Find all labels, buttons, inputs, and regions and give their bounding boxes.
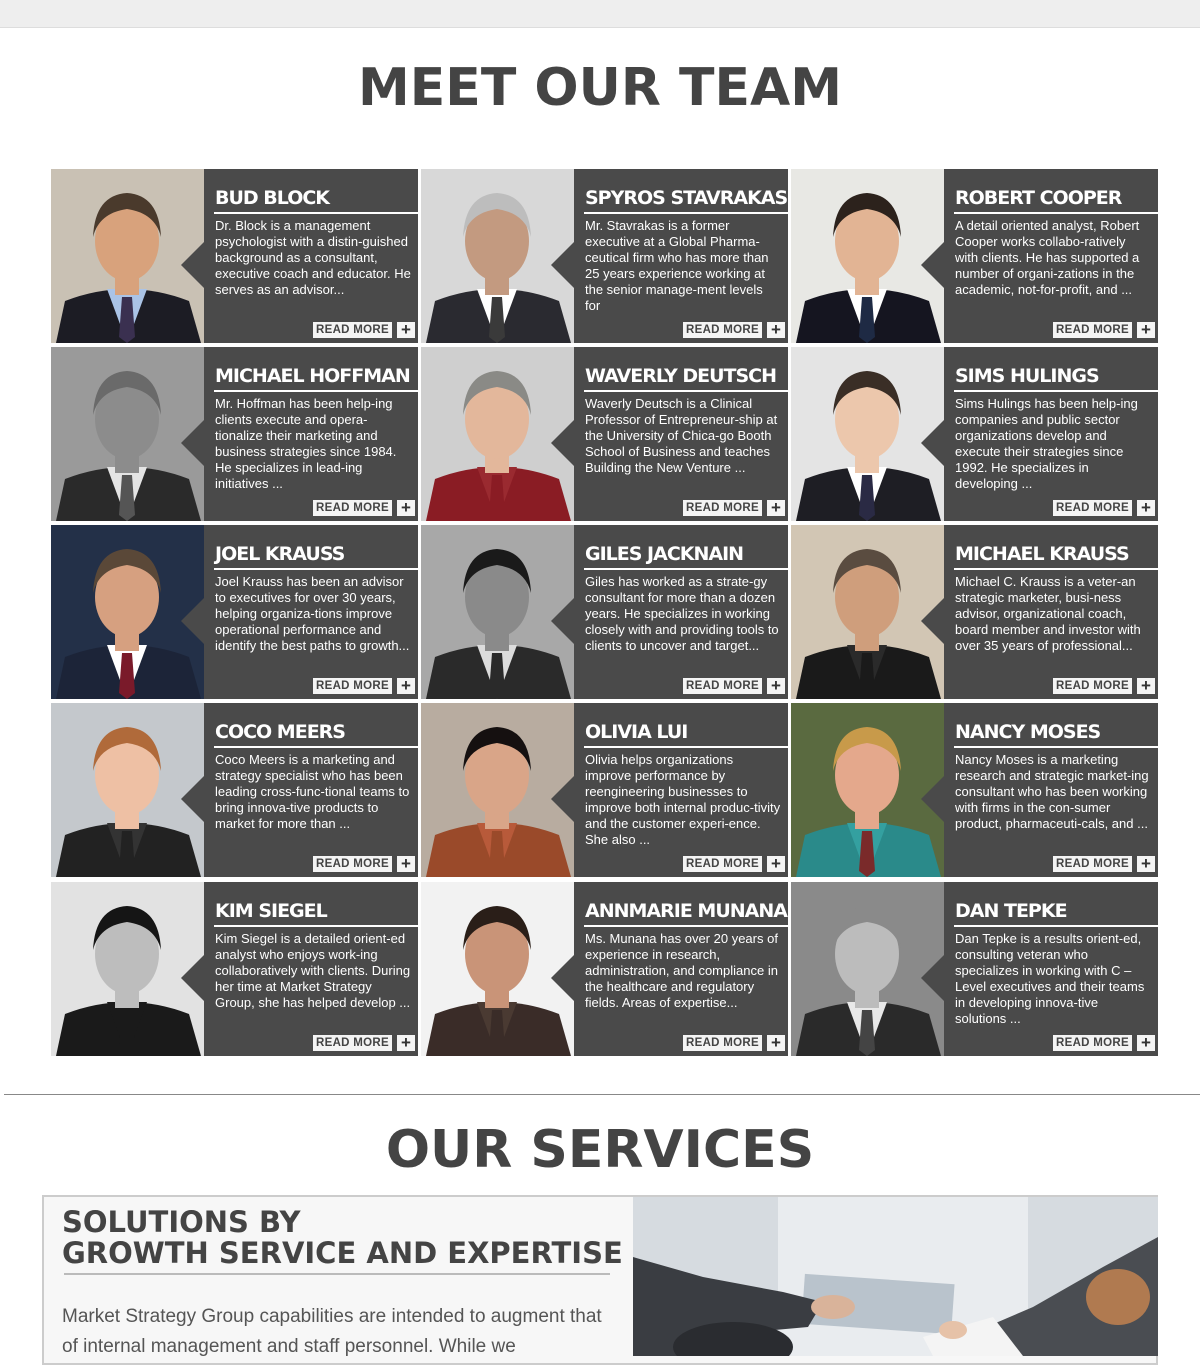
plus-icon[interactable]: +	[397, 500, 415, 516]
team-member-info	[574, 347, 788, 521]
team-member-info	[944, 525, 1158, 699]
team-member-card	[791, 703, 1158, 877]
name-underline	[214, 746, 418, 748]
plus-icon[interactable]: +	[1137, 856, 1155, 872]
team-member-bio: Kim Siegel is a detailed orient-ed analyst who enjoys work-ing collaboratively with clients. During her time at Market Strategy Group, she has helped develop ...	[215, 931, 411, 1010]
team-member-card	[51, 525, 418, 699]
team-member-card	[791, 347, 1158, 521]
team-member-card	[791, 169, 1158, 343]
name-underline	[584, 568, 788, 570]
team-member-bio: Nancy Moses is a marketing research and strategic market-ing consultant who has been working with firms in the con-sumer product, pharmaceuti-cals, and ...	[955, 752, 1149, 831]
card-pointer	[181, 597, 205, 645]
team-member-bio: Coco Meers is a marketing and strategy specialist who has been leading cross-func-tional teams to bring innova-tive products to market for more than ...	[215, 752, 410, 831]
plus-icon[interactable]: +	[1137, 500, 1155, 516]
team-member-bio: Mr. Stavrakas is a former executive at a Global Pharma-ceutical firm who has more than 25 years experience working at the senior manage-ment levels for	[585, 218, 769, 313]
read-more-button[interactable]: READ MORE	[1053, 500, 1132, 516]
read-more-button[interactable]: READ MORE	[683, 500, 762, 516]
name-underline	[584, 390, 788, 392]
team-member-name[interactable]: BUD BLOCK	[215, 187, 330, 209]
card-pointer	[551, 597, 575, 645]
team-member-info	[574, 525, 788, 699]
read-more-button[interactable]: READ MORE	[1053, 678, 1132, 694]
card-pointer	[551, 241, 575, 289]
name-underline	[954, 568, 1158, 570]
read-more-button[interactable]: READ MORE	[313, 678, 392, 694]
team-member-bio: Ms. Munana has over 20 years of experience in research, administration, and compliance in the healthcare and regulatory fields. Areas of expertise...	[585, 931, 778, 1010]
team-member-info	[944, 169, 1158, 343]
team-member-name[interactable]: WAVERLY DEUTSCH	[585, 365, 777, 387]
card-pointer	[921, 954, 945, 1002]
team-member-bio: Dan Tepke is a results orient-ed, consulting veteran who specializes in working with C – Level executives and their teams in developing innova-tive solutions ...	[955, 931, 1145, 1026]
read-more-button[interactable]: READ MORE	[683, 1035, 762, 1051]
team-member-card	[421, 347, 788, 521]
team-member-info	[204, 169, 418, 343]
plus-icon[interactable]: +	[767, 678, 785, 694]
card-pointer	[181, 419, 205, 467]
name-underline	[214, 212, 418, 214]
card-pointer	[921, 597, 945, 645]
plus-icon[interactable]: +	[397, 322, 415, 338]
services-photo	[633, 1197, 1158, 1356]
team-member-name[interactable]: MICHAEL KRAUSS	[955, 543, 1129, 565]
team-member-card	[51, 347, 418, 521]
name-underline	[954, 390, 1158, 392]
team-member-name[interactable]: MICHAEL HOFFMAN	[215, 365, 410, 387]
plus-icon[interactable]: +	[767, 500, 785, 516]
team-member-card	[51, 169, 418, 343]
team-member-card	[421, 882, 788, 1056]
team-member-bio: Giles has worked as a strate-gy consultant for more than a dozen years. He specializes in working closely with and providing tools to clients to uncover and target...	[585, 574, 779, 653]
team-member-info	[944, 882, 1158, 1056]
plus-icon[interactable]: +	[1137, 678, 1155, 694]
read-more-button[interactable]: READ MORE	[683, 678, 762, 694]
name-underline	[584, 746, 788, 748]
card-pointer	[181, 954, 205, 1002]
plus-icon[interactable]: +	[1137, 322, 1155, 338]
team-member-info	[204, 347, 418, 521]
read-more-button[interactable]: READ MORE	[313, 322, 392, 338]
team-member-info	[204, 525, 418, 699]
services-photo-illustration	[633, 1197, 1158, 1356]
team-member-bio: Joel Krauss has been an advisor to executives for over 30 years, helping organiza-tions improve operational performance and identify the best paths to growth...	[215, 574, 410, 653]
read-more-button[interactable]: READ MORE	[683, 856, 762, 872]
name-underline	[584, 212, 788, 214]
card-pointer	[921, 775, 945, 823]
read-more-button[interactable]: READ MORE	[313, 500, 392, 516]
team-member-bio: Sims Hulings has been help-ing companies and public sector organizations develop and execute their strategies since 1992. He specializes in developing ...	[955, 396, 1138, 491]
team-member-name[interactable]: GILES JACKNAIN	[585, 543, 744, 565]
team-member-info	[574, 703, 788, 877]
read-more-button[interactable]: READ MORE	[313, 1035, 392, 1051]
card-pointer	[921, 241, 945, 289]
services-heading	[62, 1207, 623, 1269]
card-pointer	[551, 954, 575, 1002]
services-heading-line1: SOLUTIONS BY	[62, 1205, 301, 1239]
team-member-info	[574, 882, 788, 1056]
section-divider	[4, 1094, 1200, 1095]
name-underline	[954, 212, 1158, 214]
card-pointer	[181, 241, 205, 289]
name-underline	[214, 568, 418, 570]
team-member-info	[944, 347, 1158, 521]
plus-icon[interactable]: +	[397, 856, 415, 872]
team-member-card	[791, 882, 1158, 1056]
team-member-name[interactable]: SIMS HULINGS	[955, 365, 1099, 387]
team-member-bio: Dr. Block is a management psychologist with a distin-guished background as a consultant, executive coach and educator. He serves as an advisor...	[215, 218, 411, 297]
read-more-button[interactable]: READ MORE	[313, 856, 392, 872]
plus-icon[interactable]: +	[767, 322, 785, 338]
team-member-card	[421, 703, 788, 877]
team-member-info	[574, 169, 788, 343]
plus-icon[interactable]: +	[1137, 1035, 1155, 1051]
plus-icon[interactable]: +	[397, 1035, 415, 1051]
top-bar	[0, 0, 1200, 28]
team-member-name[interactable]: ROBERT COOPER	[955, 187, 1122, 209]
team-member-bio: Olivia helps organizations improve performance by reengineering businesses to improve both internal produc-tivity and the customer experi-ence. She also ...	[585, 752, 781, 847]
card-pointer	[921, 419, 945, 467]
team-section-title: MEET OUR TEAM	[358, 58, 842, 118]
services-heading-rule	[64, 1273, 610, 1275]
team-member-card	[791, 525, 1158, 699]
team-member-name[interactable]: SPYROS STAVRAKAS	[585, 187, 788, 209]
read-more-button[interactable]: READ MORE	[1053, 322, 1132, 338]
services-description: Market Strategy Group capabilities are intended to augment that of internal management and staff personnel. While we	[62, 1306, 602, 1357]
team-member-name[interactable]: ANNMARIE MUNANA	[585, 900, 787, 922]
read-more-button[interactable]: READ MORE	[1053, 1035, 1132, 1051]
card-pointer	[551, 775, 575, 823]
team-member-bio: Michael C. Krauss is a veter-an strategic marketer, busi-ness advisor, organizational coach, board member and investor with over 35 years of professional...	[955, 574, 1141, 653]
name-underline	[954, 746, 1158, 748]
read-more-button[interactable]: READ MORE	[1053, 856, 1132, 872]
team-grid	[51, 169, 1159, 1056]
team-member-name[interactable]: OLIVIA LUI	[585, 721, 688, 743]
team-member-name[interactable]: COCO MEERS	[215, 721, 345, 743]
name-underline	[954, 925, 1158, 927]
card-pointer	[551, 419, 575, 467]
team-member-info	[204, 703, 418, 877]
team-member-bio: A detail oriented analyst, Robert Cooper works collabo-ratively with clients. He has supported a number of organi-zations in the academic, not-for-profit, and ...	[955, 218, 1140, 297]
team-member-name[interactable]: KIM SIEGEL	[215, 900, 327, 922]
team-member-info	[944, 703, 1158, 877]
plus-icon[interactable]: +	[767, 1035, 785, 1051]
services-heading-line2: GROWTH SERVICE AND EXPERTISE	[62, 1236, 623, 1270]
team-member-name[interactable]: DAN TEPKE	[955, 900, 1067, 922]
team-member-name[interactable]: NANCY MOSES	[955, 721, 1101, 743]
name-underline	[214, 390, 418, 392]
team-member-card	[421, 525, 788, 699]
team-member-name[interactable]: JOEL KRAUSS	[215, 543, 345, 565]
card-pointer	[181, 775, 205, 823]
read-more-button[interactable]: READ MORE	[683, 322, 762, 338]
team-member-card	[51, 703, 418, 877]
plus-icon[interactable]: +	[397, 678, 415, 694]
plus-icon[interactable]: +	[767, 856, 785, 872]
team-member-bio: Mr. Hoffman has been help-ing clients execute and opera-tionalize their marketing and business strategies since 1984. He specializes in lead-ing initiatives ...	[215, 396, 397, 491]
team-member-card	[51, 882, 418, 1056]
name-underline	[584, 925, 788, 927]
team-member-card	[421, 169, 788, 343]
services-section-title: OUR SERVICES	[385, 1120, 815, 1180]
team-member-info	[204, 882, 418, 1056]
name-underline	[214, 925, 418, 927]
team-member-bio: Waverly Deutsch is a Clinical Professor of Entrepreneur-ship at the University of Chica-go Booth School of Business and teaches Building the New Venture ...	[585, 396, 778, 475]
